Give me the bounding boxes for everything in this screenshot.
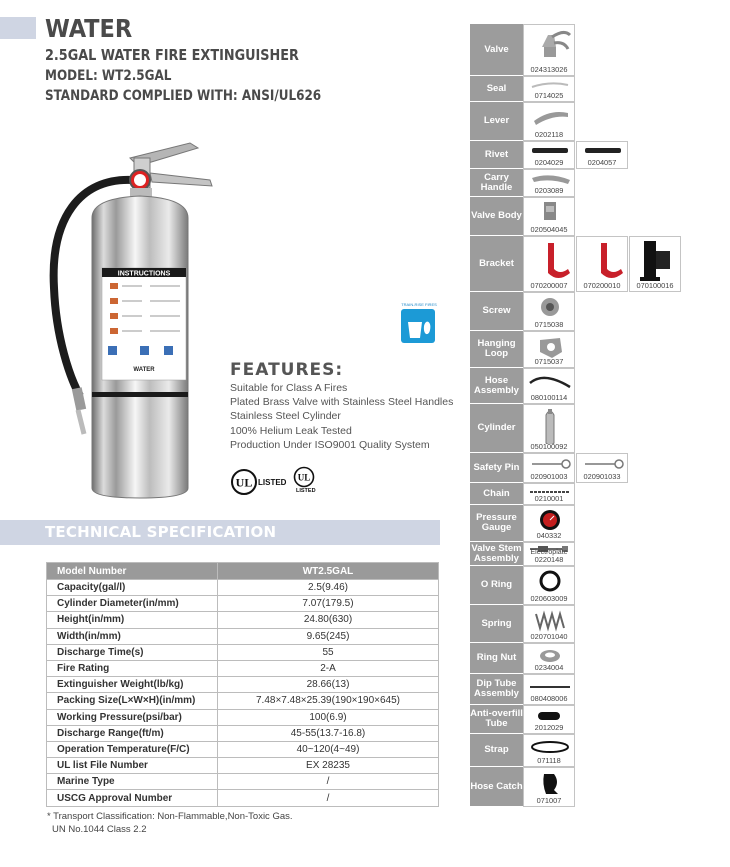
part-label: Lever — [470, 102, 523, 141]
bracket-icon — [524, 237, 576, 283]
label-panel-title: INSTRUCTIONS — [117, 270, 171, 278]
feature-item: Plated Brass Valve with Stainless Steel Handles — [230, 396, 454, 409]
spec-row — [47, 644, 439, 660]
spec-value: 45-55(13.7-16.8) — [218, 725, 439, 741]
spec-key: Extinguisher Weight(lb/kg) — [47, 677, 218, 693]
part-cell — [523, 643, 575, 674]
spec-table — [46, 562, 439, 807]
part-label: Screw — [470, 292, 523, 331]
features-list — [230, 381, 453, 452]
spec-value: 28.66(13) — [218, 677, 439, 693]
spec-value: 24.80(630) — [218, 612, 439, 628]
spec-banner — [0, 520, 440, 545]
spec-key: Operation Temperature(F/C) — [47, 741, 218, 757]
part-code: 0220148 — [534, 555, 564, 564]
part-code: 0204057 — [587, 158, 617, 167]
spec-row — [47, 709, 439, 725]
part-cell — [523, 605, 575, 643]
spec-value: / — [218, 790, 439, 806]
badge-caption: TRAIN-RISE FIRES — [401, 302, 437, 307]
ul-listed-text: LISTED — [258, 478, 287, 487]
spec-key: Capacity(gal/l) — [47, 580, 218, 596]
part-code: 0234004 — [534, 663, 564, 672]
pressure-gauge-icon — [524, 506, 576, 533]
part-cell — [523, 102, 575, 141]
part-label: Seal — [470, 76, 523, 102]
part-cell — [523, 767, 575, 807]
part-label: Carry Handle — [470, 169, 523, 197]
part-code: 080408006 — [530, 694, 568, 703]
fire-extinguisher-image — [40, 118, 240, 508]
part-label: Hanging Loop — [470, 331, 523, 368]
dip-tube-icon — [524, 675, 576, 696]
part-label: Cylinder — [470, 404, 523, 453]
feature-item: Production Under ISO9001 Quality System — [230, 438, 430, 451]
part-code: 070200010 — [583, 281, 621, 290]
spec-header-value: WT2.5GAL — [218, 563, 439, 580]
part-label: Spring — [470, 605, 523, 643]
hanging-loop-icon — [524, 332, 576, 359]
bracket-black-icon — [630, 237, 682, 283]
part-cell — [576, 236, 628, 292]
model-line: MODEL: WT2.5GAL — [45, 68, 172, 84]
part-code: 0715037 — [534, 357, 564, 366]
svg-text:UL: UL — [235, 475, 253, 490]
part-label: Dip Tube Assembly — [470, 674, 523, 705]
part-code: 070200007 — [530, 281, 568, 290]
part-code: 0203089 — [534, 186, 564, 195]
spec-key: Discharge Time(s) — [47, 644, 218, 660]
features-title: FEATURES: — [230, 360, 344, 380]
part-cell — [523, 453, 575, 483]
part-label: Hose Catch — [470, 767, 523, 807]
part-label: Valve — [470, 24, 523, 76]
valve-body-icon — [524, 198, 576, 227]
part-cell — [523, 404, 575, 453]
bracket-icon — [577, 237, 629, 283]
spec-key: Height(in/mm) — [47, 612, 218, 628]
label-bottom-text: WATER — [133, 367, 155, 373]
spec-banner-title: TECHNICAL SPECIFICATION — [45, 523, 277, 541]
spec-row — [47, 741, 439, 757]
part-label: O Ring — [470, 566, 523, 605]
spec-key: Fire Rating — [47, 660, 218, 676]
ul-logo-icon — [230, 468, 258, 496]
spec-value: 7.07(179.5) — [218, 596, 439, 612]
feature-item: 100% Helium Leak Tested — [230, 424, 352, 437]
spec-key: Working Pressure(psi/bar) — [47, 709, 218, 725]
part-code: 070100016 — [636, 281, 674, 290]
spec-value: 7.48×7.48×25.39(190×190×645) — [218, 693, 439, 709]
ring-nut-icon — [524, 644, 576, 665]
part-label: Rivet — [470, 141, 523, 169]
spec-row — [47, 725, 439, 741]
ulc-listed-mark — [293, 466, 315, 493]
part-cell — [523, 141, 575, 169]
product-type: WATER — [45, 14, 133, 43]
part-label: Bracket — [470, 236, 523, 292]
part-cell — [523, 483, 575, 505]
standard-line: STANDARD COMPLIED WITH: ANSI/UL626 — [45, 88, 322, 104]
part-code: 020701040 — [530, 632, 568, 641]
product-title: 2.5GAL WATER FIRE EXTINGUISHER — [45, 46, 299, 64]
part-cell — [576, 453, 628, 483]
part-cell — [523, 331, 575, 368]
part-label: Hose Assembly — [470, 368, 523, 404]
part-code: 024313026 — [530, 65, 568, 74]
spec-value: 55 — [218, 644, 439, 660]
spec-key: Cylinder Diameter(in/mm) — [47, 596, 218, 612]
feature-item: Stainless Steel Cylinder — [230, 410, 341, 423]
spec-key: Packing Size(L×W×H)(in/mm) — [47, 693, 218, 709]
spec-row — [47, 693, 439, 709]
part-cell — [523, 734, 575, 767]
spec-row — [47, 660, 439, 676]
transport-footnote: * Transport Classification: Non-Flammable,Non-Toxic Gas. — [47, 811, 293, 822]
part-cell — [523, 705, 575, 734]
spec-value: 2-A — [218, 660, 439, 676]
spec-value: / — [218, 774, 439, 790]
spec-key: Discharge Range(ft/m) — [47, 725, 218, 741]
spec-row — [47, 790, 439, 806]
part-code: 071007 — [536, 796, 562, 805]
ulc-logo-icon — [293, 466, 315, 488]
hose-catch-icon — [524, 768, 576, 798]
part-code: 080100114 — [530, 393, 568, 402]
part-code: 040332 — [536, 531, 562, 540]
spec-key: Marine Type — [47, 774, 218, 790]
spec-value: 9.65(245) — [218, 628, 439, 644]
part-code: 050100092 — [530, 442, 568, 451]
spec-row — [47, 596, 439, 612]
svg-text:UL: UL — [297, 472, 311, 483]
water-class-badge-icon — [398, 300, 440, 346]
part-label: Safety Pin — [470, 453, 523, 483]
cylinder-icon — [524, 405, 576, 444]
part-code: 2012029 — [534, 723, 564, 732]
part-label: Anti-overfill Tube — [470, 705, 523, 734]
part-code: 0715038 — [534, 320, 564, 329]
part-cell — [576, 141, 628, 169]
part-code: 0210001 — [534, 494, 564, 503]
part-cell — [523, 674, 575, 705]
part-finish-note: Electroplate — [530, 549, 568, 556]
ulc-listed-text: LISTED — [296, 488, 316, 494]
part-cell — [523, 24, 575, 76]
accent-bar — [0, 17, 36, 39]
screw-icon — [524, 293, 576, 322]
spec-row — [47, 677, 439, 693]
part-cell — [523, 542, 575, 566]
part-code: 0714025 — [534, 91, 564, 100]
part-label: Pressure Gauge — [470, 505, 523, 542]
part-label: Ring Nut — [470, 643, 523, 674]
part-label: Valve Body — [470, 197, 523, 236]
safety-pin-icon — [524, 454, 576, 474]
strap-icon — [524, 735, 576, 758]
part-cell — [629, 236, 681, 292]
part-cell — [523, 197, 575, 236]
spring-icon — [524, 606, 576, 634]
valve-icon — [524, 25, 576, 67]
part-cell — [523, 368, 575, 404]
ul-listed-mark — [230, 468, 287, 501]
part-cell — [523, 505, 575, 542]
spec-row — [47, 774, 439, 790]
spec-key: USCG Approval Number — [47, 790, 218, 806]
part-code: 020901003 — [530, 472, 568, 481]
part-label: Valve Stem Assembly — [470, 542, 523, 566]
part-code: 020504045 — [530, 225, 568, 234]
part-code: 020901033 — [583, 472, 621, 481]
feature-item: Suitable for Class A Fires — [230, 382, 348, 394]
spec-header-key: Model Number — [47, 563, 218, 580]
part-cell — [523, 292, 575, 331]
spec-value: 40~120(4~49) — [218, 741, 439, 757]
spec-header-row — [47, 563, 439, 580]
spec-row — [47, 612, 439, 628]
spec-row — [47, 628, 439, 644]
spec-value: 2.5(9.46) — [218, 580, 439, 596]
spec-value: EX 28235 — [218, 758, 439, 774]
part-cell — [523, 76, 575, 102]
part-code: 071118 — [537, 756, 561, 765]
part-label: Chain — [470, 483, 523, 505]
part-code: 0204029 — [534, 158, 564, 167]
part-cell — [523, 169, 575, 197]
lever-icon — [524, 103, 576, 132]
part-label: Strap — [470, 734, 523, 767]
part-cell — [523, 566, 575, 605]
safety-pin-icon — [577, 454, 629, 474]
spec-row — [47, 580, 439, 596]
o-ring-icon — [524, 567, 576, 596]
spec-value: 100(6.9) — [218, 709, 439, 725]
part-cell — [523, 236, 575, 292]
hose-icon — [524, 369, 576, 395]
un-footnote: UN No.1044 Class 2.2 — [52, 824, 147, 835]
part-code: 0202118 — [534, 130, 564, 139]
spec-row — [47, 758, 439, 774]
spec-key: Width(in/mm) — [47, 628, 218, 644]
spec-key: UL list File Number — [47, 758, 218, 774]
part-code: 020603009 — [530, 594, 568, 603]
